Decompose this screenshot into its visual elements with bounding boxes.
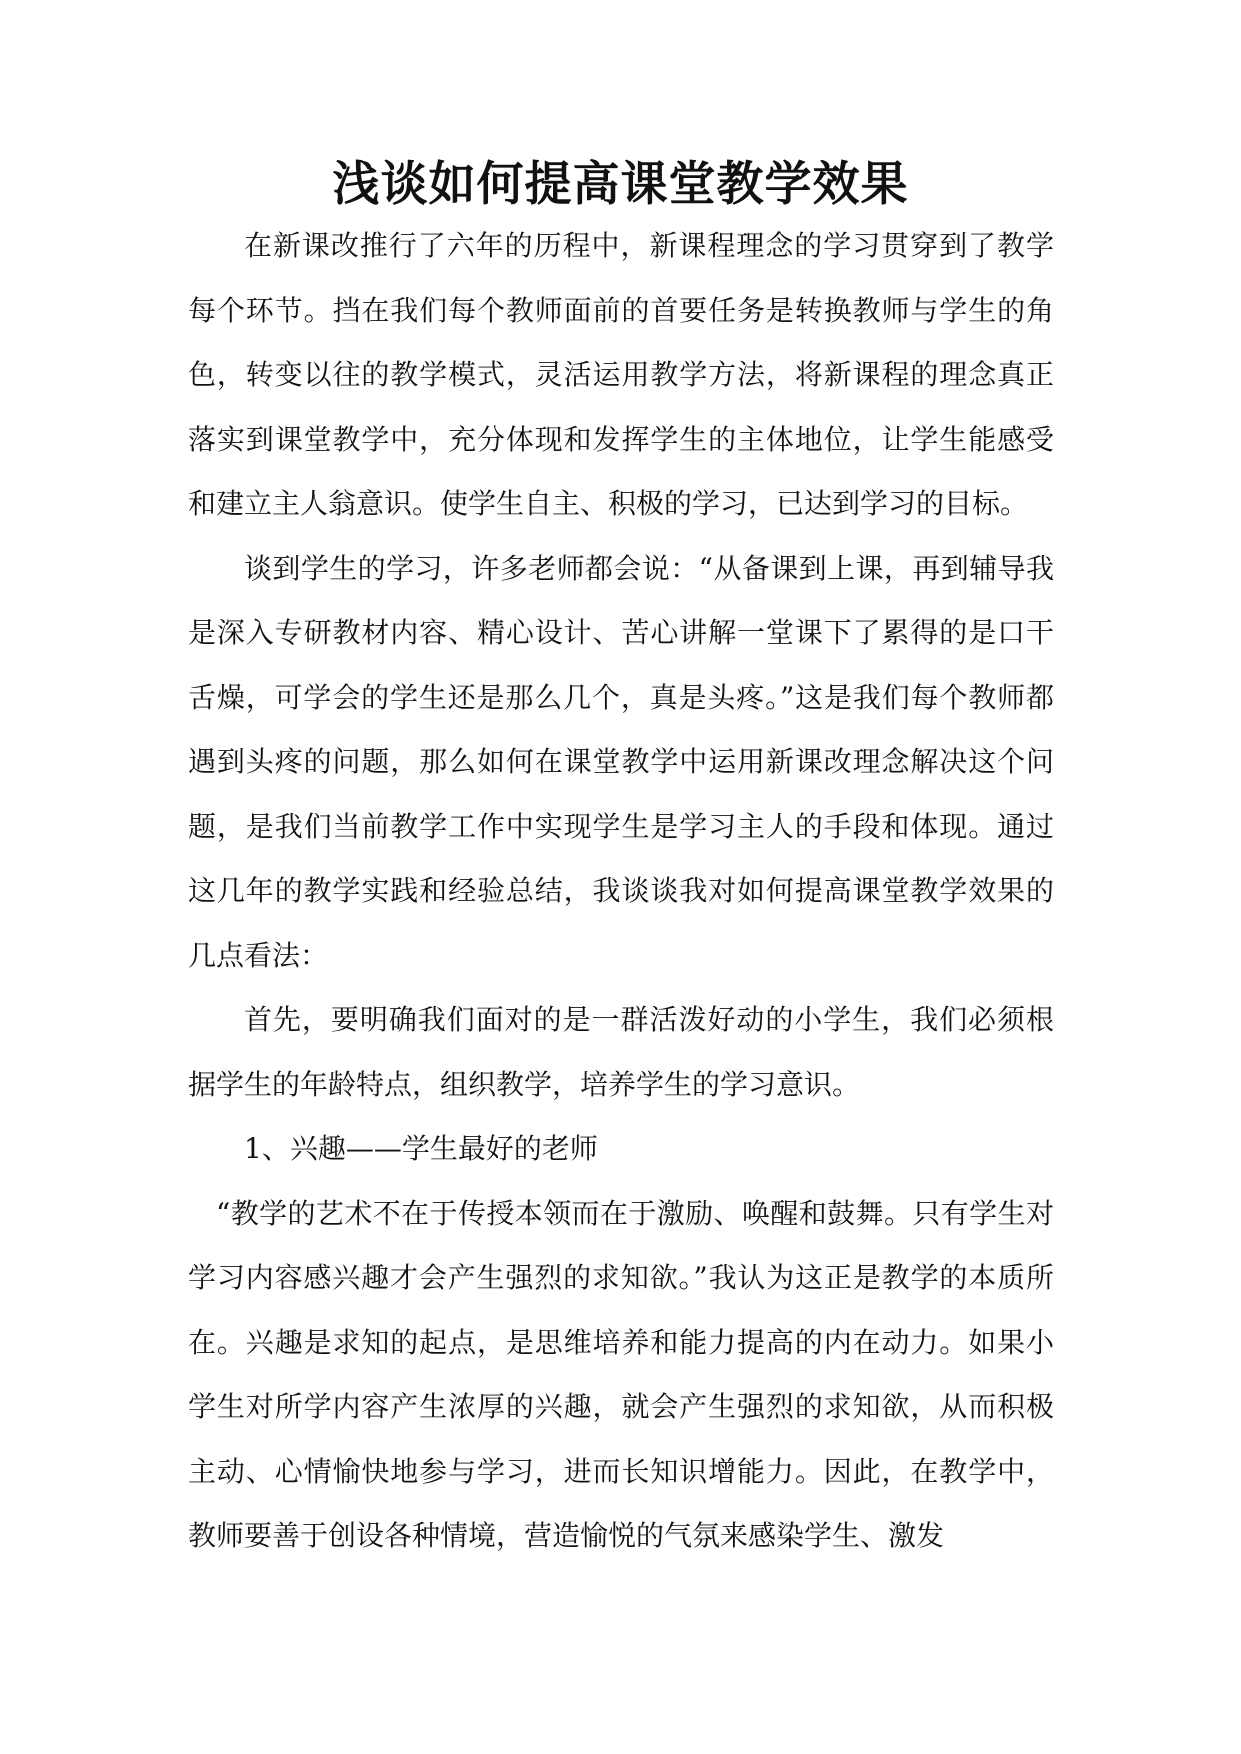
paragraph-intro: 在新课改推行了六年的历程中，新课程理念的学习贯穿到了教学每个环节。挡在我们每个教师面前的首要任务是转换教师与学生的角色，转变以往的教学模式，灵活运用教学方法，将新课程的理念真正落实到课堂教学中，充分体现和发挥学生的主体地位，让学生能感受和建立主人翁意识。使学生自主、积极的学习，已达到学习的目标。	[188, 229, 1054, 520]
document-title: 浅谈如何提高课堂教学效果	[332, 157, 909, 212]
paragraph-interest: “教学的艺术不在于传授本领而在于激励、唤醒和鼓舞。只有学生对学习内容感兴趣才会产生强烈的求知欲。”我认为这正是教学的本质所在。兴趣是求知的起点，是思维培养和能力提高的内在动力。如果小学生对所学内容产生浓厚的兴趣，就会产生强烈的求知欲，从而积极主动、心情愉快地参与学习，进而长知识增能力。因此，在教学中，教师要善于创设各种情境，营造愉悦的气氛来感染学生、激发	[188, 1196, 1054, 1552]
section-heading: 1、兴趣——学生最好的老师	[244, 1132, 598, 1165]
paragraph-problem: 谈到学生的学习，许多老师都会说：“从备课到上课，再到辅导我是深入专研教材内容、精心设计、苦心讲解一堂课下了累得的是口干舌燥，可学会的学生还是那么几个，真是头疼。”这是我们每个教师都遇到头疼的问题，那么如何在课堂教学中运用新课改理念解决这个问题，是我们当前教学工作中实现学生是学习主人的手段和体现。通过这几年的教学实践和经验总结，我谈谈我对如何提高课堂教学效果的几点看法：	[188, 551, 1054, 972]
paragraph-first-point: 首先，要明确我们面对的是一群活泼好动的小学生，我们必须根据学生的年龄特点，组织教学，培养学生的学习意识。	[188, 1003, 1054, 1101]
document-body	[188, 214, 1054, 1569]
